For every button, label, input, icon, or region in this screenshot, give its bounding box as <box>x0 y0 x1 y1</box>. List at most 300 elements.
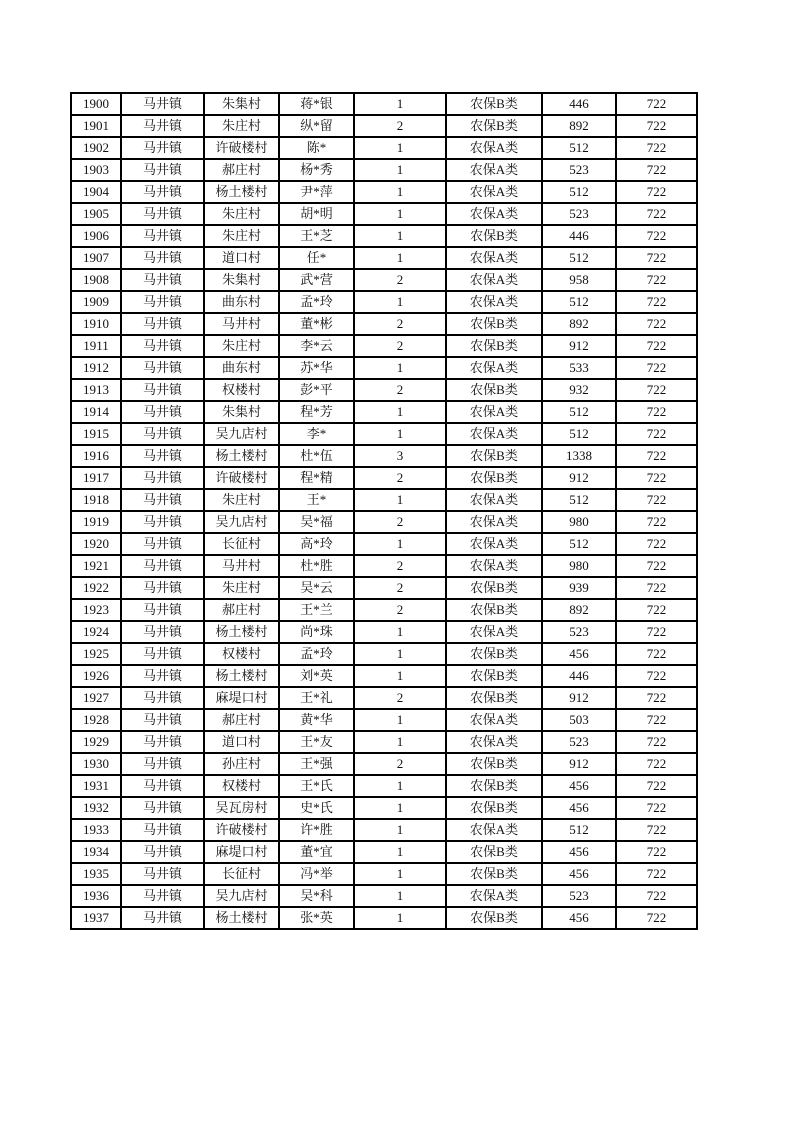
name-cell: 杜*胜 <box>279 555 354 577</box>
standard-cell: 722 <box>616 137 697 159</box>
table-body <box>71 93 697 929</box>
town-cell: 马井镇 <box>121 555 204 577</box>
table-row <box>71 665 697 687</box>
village-cell: 曲东村 <box>204 291 279 313</box>
amount-cell: 912 <box>542 467 616 489</box>
amount-cell: 523 <box>542 885 616 907</box>
amount-cell: 912 <box>542 687 616 709</box>
name-cell: 蒋*银 <box>279 93 354 115</box>
name-cell: 王* <box>279 489 354 511</box>
category-cell: 农保A类 <box>446 159 542 181</box>
category-cell: 农保B类 <box>446 445 542 467</box>
count-cell: 2 <box>354 511 446 533</box>
standard-cell: 722 <box>616 885 697 907</box>
village-cell: 许破楼村 <box>204 819 279 841</box>
count-cell: 1 <box>354 907 446 929</box>
name-cell: 李* <box>279 423 354 445</box>
count-cell: 1 <box>354 797 446 819</box>
table-row <box>71 797 697 819</box>
count-cell: 1 <box>354 247 446 269</box>
amount-cell: 512 <box>542 533 616 555</box>
count-cell: 1 <box>354 291 446 313</box>
town-cell: 马井镇 <box>121 269 204 291</box>
table-row <box>71 863 697 885</box>
count-cell: 2 <box>354 753 446 775</box>
standard-cell: 722 <box>616 533 697 555</box>
name-cell: 高*玲 <box>279 533 354 555</box>
amount-cell: 446 <box>542 93 616 115</box>
standard-cell: 722 <box>616 115 697 137</box>
amount-cell: 456 <box>542 863 616 885</box>
count-cell: 1 <box>354 423 446 445</box>
village-cell: 许破楼村 <box>204 467 279 489</box>
amount-cell: 892 <box>542 313 616 335</box>
count-cell: 1 <box>354 775 446 797</box>
name-cell: 王*强 <box>279 753 354 775</box>
town-cell: 马井镇 <box>121 841 204 863</box>
row-number-cell: 1900 <box>71 93 121 115</box>
name-cell: 王*氏 <box>279 775 354 797</box>
town-cell: 马井镇 <box>121 885 204 907</box>
amount-cell: 533 <box>542 357 616 379</box>
standard-cell: 722 <box>616 709 697 731</box>
category-cell: 农保B类 <box>446 907 542 929</box>
row-number-cell: 1903 <box>71 159 121 181</box>
name-cell: 彭*平 <box>279 379 354 401</box>
village-cell: 朱庄村 <box>204 115 279 137</box>
village-cell: 朱庄村 <box>204 225 279 247</box>
table-row <box>71 335 697 357</box>
village-cell: 吴瓦房村 <box>204 797 279 819</box>
village-cell: 许破楼村 <box>204 137 279 159</box>
standard-cell: 722 <box>616 357 697 379</box>
category-cell: 农保A类 <box>446 511 542 533</box>
standard-cell: 722 <box>616 313 697 335</box>
amount-cell: 503 <box>542 709 616 731</box>
count-cell: 1 <box>354 203 446 225</box>
town-cell: 马井镇 <box>121 599 204 621</box>
standard-cell: 722 <box>616 379 697 401</box>
category-cell: 农保A类 <box>446 203 542 225</box>
category-cell: 农保B类 <box>446 93 542 115</box>
town-cell: 马井镇 <box>121 489 204 511</box>
table-row <box>71 819 697 841</box>
village-cell: 杨土楼村 <box>204 621 279 643</box>
amount-cell: 512 <box>542 291 616 313</box>
row-number-cell: 1911 <box>71 335 121 357</box>
name-cell: 黄*华 <box>279 709 354 731</box>
village-cell: 长征村 <box>204 863 279 885</box>
category-cell: 农保B类 <box>446 467 542 489</box>
row-number-cell: 1936 <box>71 885 121 907</box>
standard-cell: 722 <box>616 555 697 577</box>
table-row <box>71 313 697 335</box>
village-cell: 道口村 <box>204 731 279 753</box>
table-row <box>71 137 697 159</box>
table-row <box>71 599 697 621</box>
standard-cell: 722 <box>616 577 697 599</box>
amount-cell: 456 <box>542 907 616 929</box>
town-cell: 马井镇 <box>121 797 204 819</box>
standard-cell: 722 <box>616 621 697 643</box>
name-cell: 张*英 <box>279 907 354 929</box>
row-number-cell: 1909 <box>71 291 121 313</box>
name-cell: 吴*云 <box>279 577 354 599</box>
amount-cell: 958 <box>542 269 616 291</box>
name-cell: 杜*伍 <box>279 445 354 467</box>
amount-cell: 512 <box>542 423 616 445</box>
row-number-cell: 1923 <box>71 599 121 621</box>
category-cell: 农保A类 <box>446 357 542 379</box>
row-number-cell: 1924 <box>71 621 121 643</box>
count-cell: 1 <box>354 181 446 203</box>
town-cell: 马井镇 <box>121 93 204 115</box>
count-cell: 1 <box>354 621 446 643</box>
table-row <box>71 181 697 203</box>
town-cell: 马井镇 <box>121 291 204 313</box>
standard-cell: 722 <box>616 687 697 709</box>
village-cell: 朱庄村 <box>204 577 279 599</box>
standard-cell: 722 <box>616 841 697 863</box>
row-number-cell: 1905 <box>71 203 121 225</box>
town-cell: 马井镇 <box>121 313 204 335</box>
table-row <box>71 115 697 137</box>
town-cell: 马井镇 <box>121 137 204 159</box>
row-number-cell: 1930 <box>71 753 121 775</box>
count-cell: 2 <box>354 599 446 621</box>
row-number-cell: 1914 <box>71 401 121 423</box>
table-row <box>71 247 697 269</box>
village-cell: 权楼村 <box>204 643 279 665</box>
name-cell: 任* <box>279 247 354 269</box>
town-cell: 马井镇 <box>121 709 204 731</box>
table-row <box>71 687 697 709</box>
category-cell: 农保A类 <box>446 709 542 731</box>
town-cell: 马井镇 <box>121 731 204 753</box>
town-cell: 马井镇 <box>121 643 204 665</box>
count-cell: 1 <box>354 93 446 115</box>
town-cell: 马井镇 <box>121 159 204 181</box>
table-row <box>71 467 697 489</box>
row-number-cell: 1918 <box>71 489 121 511</box>
table-row <box>71 753 697 775</box>
village-cell: 郝庄村 <box>204 159 279 181</box>
standard-cell: 722 <box>616 511 697 533</box>
benefit-table <box>70 92 698 930</box>
town-cell: 马井镇 <box>121 445 204 467</box>
category-cell: 农保B类 <box>446 841 542 863</box>
row-number-cell: 1937 <box>71 907 121 929</box>
table-row <box>71 225 697 247</box>
count-cell: 1 <box>354 159 446 181</box>
amount-cell: 932 <box>542 379 616 401</box>
count-cell: 1 <box>354 357 446 379</box>
row-number-cell: 1901 <box>71 115 121 137</box>
row-number-cell: 1925 <box>71 643 121 665</box>
village-cell: 朱庄村 <box>204 335 279 357</box>
category-cell: 农保A类 <box>446 555 542 577</box>
village-cell: 郝庄村 <box>204 709 279 731</box>
amount-cell: 446 <box>542 665 616 687</box>
village-cell: 马井村 <box>204 313 279 335</box>
category-cell: 农保B类 <box>446 599 542 621</box>
name-cell: 孟*玲 <box>279 643 354 665</box>
town-cell: 马井镇 <box>121 577 204 599</box>
table-row <box>71 775 697 797</box>
name-cell: 尚*珠 <box>279 621 354 643</box>
category-cell: 农保A类 <box>446 137 542 159</box>
name-cell: 董*彬 <box>279 313 354 335</box>
name-cell: 孟*玲 <box>279 291 354 313</box>
amount-cell: 456 <box>542 643 616 665</box>
name-cell: 杨*秀 <box>279 159 354 181</box>
village-cell: 朱庄村 <box>204 203 279 225</box>
standard-cell: 722 <box>616 489 697 511</box>
count-cell: 2 <box>354 335 446 357</box>
table-row <box>71 159 697 181</box>
count-cell: 2 <box>354 577 446 599</box>
standard-cell: 722 <box>616 467 697 489</box>
table-row <box>71 291 697 313</box>
count-cell: 3 <box>354 445 446 467</box>
standard-cell: 722 <box>616 775 697 797</box>
village-cell: 朱集村 <box>204 401 279 423</box>
amount-cell: 892 <box>542 599 616 621</box>
table-row <box>71 93 697 115</box>
village-cell: 杨土楼村 <box>204 181 279 203</box>
name-cell: 许*胜 <box>279 819 354 841</box>
amount-cell: 446 <box>542 225 616 247</box>
standard-cell: 722 <box>616 159 697 181</box>
row-number-cell: 1908 <box>71 269 121 291</box>
village-cell: 杨土楼村 <box>204 445 279 467</box>
amount-cell: 980 <box>542 555 616 577</box>
village-cell: 吴九店村 <box>204 885 279 907</box>
category-cell: 农保A类 <box>446 291 542 313</box>
count-cell: 2 <box>354 269 446 291</box>
standard-cell: 722 <box>616 291 697 313</box>
town-cell: 马井镇 <box>121 687 204 709</box>
row-number-cell: 1913 <box>71 379 121 401</box>
standard-cell: 722 <box>616 93 697 115</box>
town-cell: 马井镇 <box>121 467 204 489</box>
row-number-cell: 1912 <box>71 357 121 379</box>
standard-cell: 722 <box>616 643 697 665</box>
town-cell: 马井镇 <box>121 115 204 137</box>
row-number-cell: 1928 <box>71 709 121 731</box>
category-cell: 农保B类 <box>446 643 542 665</box>
town-cell: 马井镇 <box>121 819 204 841</box>
village-cell: 马井村 <box>204 555 279 577</box>
standard-cell: 722 <box>616 819 697 841</box>
amount-cell: 512 <box>542 401 616 423</box>
town-cell: 马井镇 <box>121 907 204 929</box>
table-row <box>71 907 697 929</box>
category-cell: 农保A类 <box>446 401 542 423</box>
row-number-cell: 1906 <box>71 225 121 247</box>
table-row <box>71 533 697 555</box>
town-cell: 马井镇 <box>121 665 204 687</box>
amount-cell: 523 <box>542 621 616 643</box>
category-cell: 农保A类 <box>446 181 542 203</box>
table-row <box>71 489 697 511</box>
count-cell: 2 <box>354 687 446 709</box>
category-cell: 农保B类 <box>446 115 542 137</box>
row-number-cell: 1919 <box>71 511 121 533</box>
name-cell: 胡*明 <box>279 203 354 225</box>
town-cell: 马井镇 <box>121 181 204 203</box>
village-cell: 麻堤口村 <box>204 687 279 709</box>
name-cell: 纵*留 <box>279 115 354 137</box>
standard-cell: 722 <box>616 247 697 269</box>
name-cell: 程*芳 <box>279 401 354 423</box>
table-row <box>71 643 697 665</box>
name-cell: 武*营 <box>279 269 354 291</box>
row-number-cell: 1902 <box>71 137 121 159</box>
count-cell: 1 <box>354 709 446 731</box>
village-cell: 朱集村 <box>204 93 279 115</box>
category-cell: 农保B类 <box>446 863 542 885</box>
village-cell: 朱庄村 <box>204 489 279 511</box>
category-cell: 农保A类 <box>446 819 542 841</box>
amount-cell: 512 <box>542 489 616 511</box>
town-cell: 马井镇 <box>121 225 204 247</box>
row-number-cell: 1921 <box>71 555 121 577</box>
village-cell: 孙庄村 <box>204 753 279 775</box>
category-cell: 农保B类 <box>446 313 542 335</box>
table-row <box>71 401 697 423</box>
name-cell: 吴*福 <box>279 511 354 533</box>
village-cell: 麻堤口村 <box>204 841 279 863</box>
standard-cell: 722 <box>616 203 697 225</box>
category-cell: 农保B类 <box>446 775 542 797</box>
village-cell: 杨土楼村 <box>204 907 279 929</box>
name-cell: 冯*举 <box>279 863 354 885</box>
standard-cell: 722 <box>616 797 697 819</box>
village-cell: 吴九店村 <box>204 511 279 533</box>
count-cell: 1 <box>354 137 446 159</box>
standard-cell: 722 <box>616 753 697 775</box>
category-cell: 农保B类 <box>446 687 542 709</box>
name-cell: 董*宜 <box>279 841 354 863</box>
table-row <box>71 379 697 401</box>
village-cell: 郝庄村 <box>204 599 279 621</box>
name-cell: 陈* <box>279 137 354 159</box>
category-cell: 农保B类 <box>446 665 542 687</box>
table-row <box>71 885 697 907</box>
name-cell: 刘*英 <box>279 665 354 687</box>
town-cell: 马井镇 <box>121 621 204 643</box>
standard-cell: 722 <box>616 731 697 753</box>
table-row <box>71 621 697 643</box>
table-row <box>71 555 697 577</box>
standard-cell: 722 <box>616 181 697 203</box>
count-cell: 2 <box>354 115 446 137</box>
row-number-cell: 1931 <box>71 775 121 797</box>
category-cell: 农保B类 <box>446 335 542 357</box>
amount-cell: 456 <box>542 797 616 819</box>
name-cell: 苏*华 <box>279 357 354 379</box>
row-number-cell: 1929 <box>71 731 121 753</box>
amount-cell: 456 <box>542 775 616 797</box>
row-number-cell: 1927 <box>71 687 121 709</box>
category-cell: 农保A类 <box>446 489 542 511</box>
name-cell: 王*芝 <box>279 225 354 247</box>
count-cell: 1 <box>354 731 446 753</box>
row-number-cell: 1934 <box>71 841 121 863</box>
town-cell: 马井镇 <box>121 775 204 797</box>
row-number-cell: 1917 <box>71 467 121 489</box>
category-cell: 农保A类 <box>446 247 542 269</box>
count-cell: 2 <box>354 467 446 489</box>
town-cell: 马井镇 <box>121 247 204 269</box>
category-cell: 农保B类 <box>446 753 542 775</box>
village-cell: 权楼村 <box>204 379 279 401</box>
count-cell: 2 <box>354 313 446 335</box>
row-number-cell: 1915 <box>71 423 121 445</box>
town-cell: 马井镇 <box>121 863 204 885</box>
standard-cell: 722 <box>616 445 697 467</box>
amount-cell: 939 <box>542 577 616 599</box>
category-cell: 农保A类 <box>446 423 542 445</box>
town-cell: 马井镇 <box>121 357 204 379</box>
count-cell: 1 <box>354 885 446 907</box>
name-cell: 史*氏 <box>279 797 354 819</box>
standard-cell: 722 <box>616 599 697 621</box>
name-cell: 尹*萍 <box>279 181 354 203</box>
village-cell: 道口村 <box>204 247 279 269</box>
table-row <box>71 511 697 533</box>
town-cell: 马井镇 <box>121 533 204 555</box>
amount-cell: 512 <box>542 137 616 159</box>
name-cell: 程*精 <box>279 467 354 489</box>
amount-cell: 523 <box>542 731 616 753</box>
count-cell: 1 <box>354 489 446 511</box>
row-number-cell: 1932 <box>71 797 121 819</box>
standard-cell: 722 <box>616 269 697 291</box>
row-number-cell: 1904 <box>71 181 121 203</box>
category-cell: 农保B类 <box>446 225 542 247</box>
count-cell: 1 <box>354 225 446 247</box>
row-number-cell: 1935 <box>71 863 121 885</box>
village-cell: 杨土楼村 <box>204 665 279 687</box>
town-cell: 马井镇 <box>121 753 204 775</box>
amount-cell: 912 <box>542 335 616 357</box>
count-cell: 1 <box>354 819 446 841</box>
name-cell: 王*礼 <box>279 687 354 709</box>
amount-cell: 523 <box>542 159 616 181</box>
amount-cell: 512 <box>542 181 616 203</box>
standard-cell: 722 <box>616 401 697 423</box>
name-cell: 吴*科 <box>279 885 354 907</box>
count-cell: 1 <box>354 665 446 687</box>
category-cell: 农保B类 <box>446 797 542 819</box>
count-cell: 1 <box>354 863 446 885</box>
amount-cell: 512 <box>542 247 616 269</box>
town-cell: 马井镇 <box>121 511 204 533</box>
name-cell: 王*兰 <box>279 599 354 621</box>
table-row <box>71 731 697 753</box>
table-row <box>71 841 697 863</box>
amount-cell: 912 <box>542 753 616 775</box>
count-cell: 2 <box>354 555 446 577</box>
name-cell: 李*云 <box>279 335 354 357</box>
standard-cell: 722 <box>616 907 697 929</box>
standard-cell: 722 <box>616 423 697 445</box>
standard-cell: 722 <box>616 335 697 357</box>
village-cell: 朱集村 <box>204 269 279 291</box>
row-number-cell: 1907 <box>71 247 121 269</box>
